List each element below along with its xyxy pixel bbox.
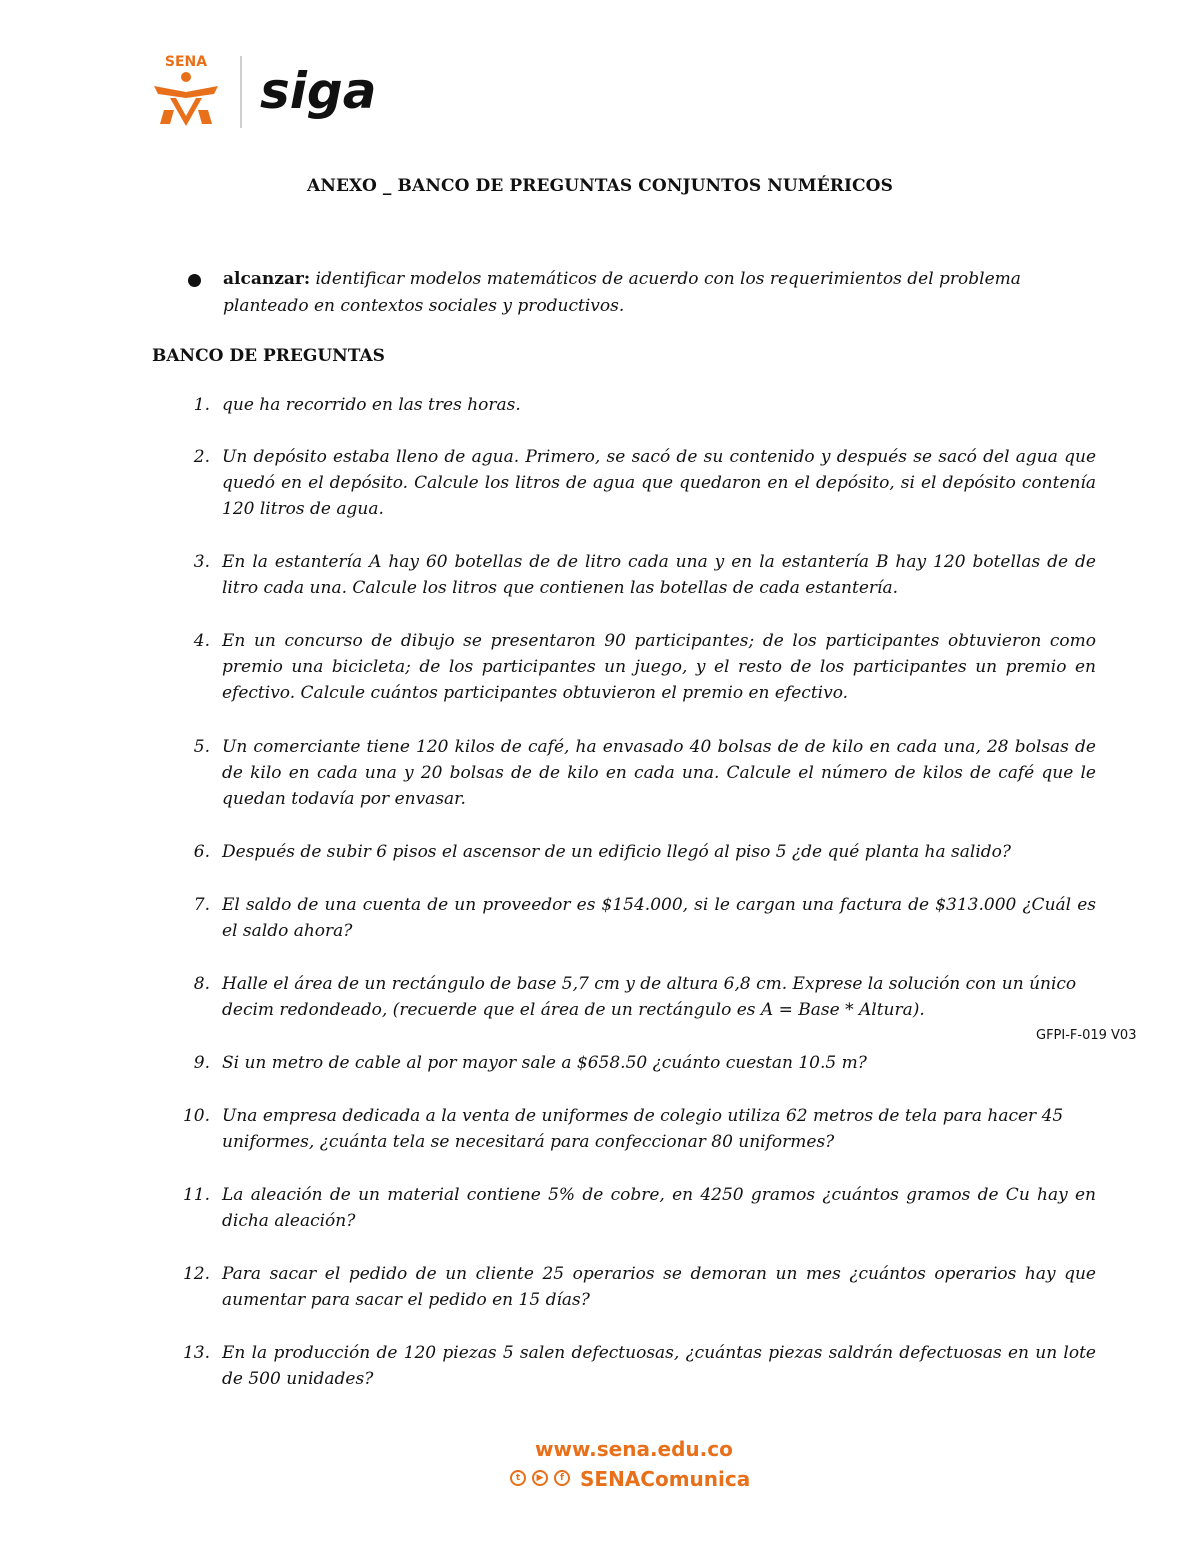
sena-logo-text: SENA	[164, 54, 208, 70]
question-text: En un concurso de dibujo se presentaron 90 participantes; de los participantes obtuvieron como premio una bicicleta; de los participantes un juego, y el resto de los participantes un premio en efectivo. Calcule cuántos participantes obtuvieron el premio en efectivo.	[222, 631, 1096, 703]
question-text: Un depósito estaba lleno de agua. Primero, se sacó de su contenido y después se sacó del agua que quedó en el depósito. Calcule los litros de agua que quedaron en el depósito, si el depósito contenía 120 litros de agua.	[222, 447, 1096, 519]
question-text: Halle el área de un rectángulo de base 5,7 cm y de altura 6,8 cm. Exprese la solución con un único decim redondeado, (recuerde que el área de un rectángulo es A = Base * Altura).	[222, 974, 1077, 1020]
question-number: 9.	[193, 1053, 210, 1073]
question-text: Una empresa dedicada a la venta de uniformes de colegio utiliza 62 metros de tela para hacer 45 uniformes, ¿cuánta tela se necesitará para confeccionar 80 uniformes?	[222, 1106, 1064, 1152]
question-text: La aleación de un material contiene 5% de cobre, en 4250 gramos ¿cuántos gramos de Cu hay en dicha aleación?	[222, 1185, 1096, 1231]
question-number: 10.	[182, 1106, 210, 1126]
objective-text-block	[223, 266, 1110, 320]
question-number: 8.	[193, 974, 210, 994]
question-text: Si un metro de cable al por mayor sale a $658.50 ¿cuánto cuestan 10.5 m?	[222, 1053, 867, 1073]
question-number: 7.	[193, 895, 210, 915]
question-text: Un comerciante tiene 120 kilos de café, ha envasado 40 bolsas de de kilo en cada una, 28 bolsas de de kilo en cada una y 20 bolsas de de kilo en cada una. Calcule el número de kilos de café que le quedan todavía por envasar.	[222, 737, 1096, 809]
objective-label: alcanzar:	[223, 269, 311, 289]
twitter-icon[interactable]: t	[510, 1470, 526, 1486]
facebook-icon[interactable]: f	[554, 1470, 570, 1486]
document-title: ANEXO _ BANCO DE PREGUNTAS CONJUNTOS NUMÉRICOS	[307, 176, 893, 196]
objective-text: identificar modelos matemáticos de acuerdo con los requerimientos del problema planteado en contextos sociales y productivos.	[223, 269, 1021, 316]
sena-logo	[150, 52, 222, 128]
logo-divider	[240, 56, 242, 128]
question-text: que ha recorrido en las tres horas.	[222, 395, 521, 415]
siga-logo-text: siga	[260, 64, 377, 120]
section-heading: BANCO DE PREGUNTAS	[152, 346, 385, 366]
footer-brand: SENAComunica	[580, 1467, 751, 1491]
question-text: Después de subir 6 pisos el ascensor de un edificio llegó al piso 5 ¿de qué planta ha salido?	[222, 842, 1011, 862]
question-number: 3.	[193, 552, 210, 572]
question-text: Para sacar el pedido de un cliente 25 operarios se demoran un mes ¿cuántos operarios hay que aumentar para sacar el pedido en 15 días?	[222, 1264, 1096, 1310]
question-text: El saldo de una cuenta de un proveedor es $154.000, si le cargan una factura de $313.000 ¿Cuál es el saldo ahora?	[222, 895, 1096, 941]
question-number: 12.	[182, 1264, 210, 1284]
question-number: 11.	[182, 1185, 210, 1205]
question-number: 6.	[193, 842, 210, 862]
question-number: 5.	[193, 737, 210, 757]
youtube-icon[interactable]: ▶	[532, 1470, 548, 1486]
question-text: En la producción de 120 piezas 5 salen defectuosas, ¿cuántas piezas saldrán defectuosas en un lote de 500 unidades?	[222, 1343, 1096, 1389]
question-number: 4.	[193, 631, 210, 651]
question-text: En la estantería A hay 60 botellas de de litro cada una y en la estantería B hay 120 botellas de de litro cada una. Calcule los litros que contienen las botellas de cada estantería.	[222, 552, 1096, 598]
question-number: 13.	[182, 1343, 210, 1363]
question-number: 2.	[193, 447, 210, 467]
question-number: 1.	[193, 395, 210, 415]
objective-item	[190, 266, 1110, 320]
bullet-icon	[188, 274, 201, 287]
footer-url-link[interactable]: www.sena.edu.co	[535, 1437, 733, 1461]
form-code: GFPI-F-019 V03	[1036, 1028, 1137, 1043]
siga-logo	[260, 64, 380, 124]
